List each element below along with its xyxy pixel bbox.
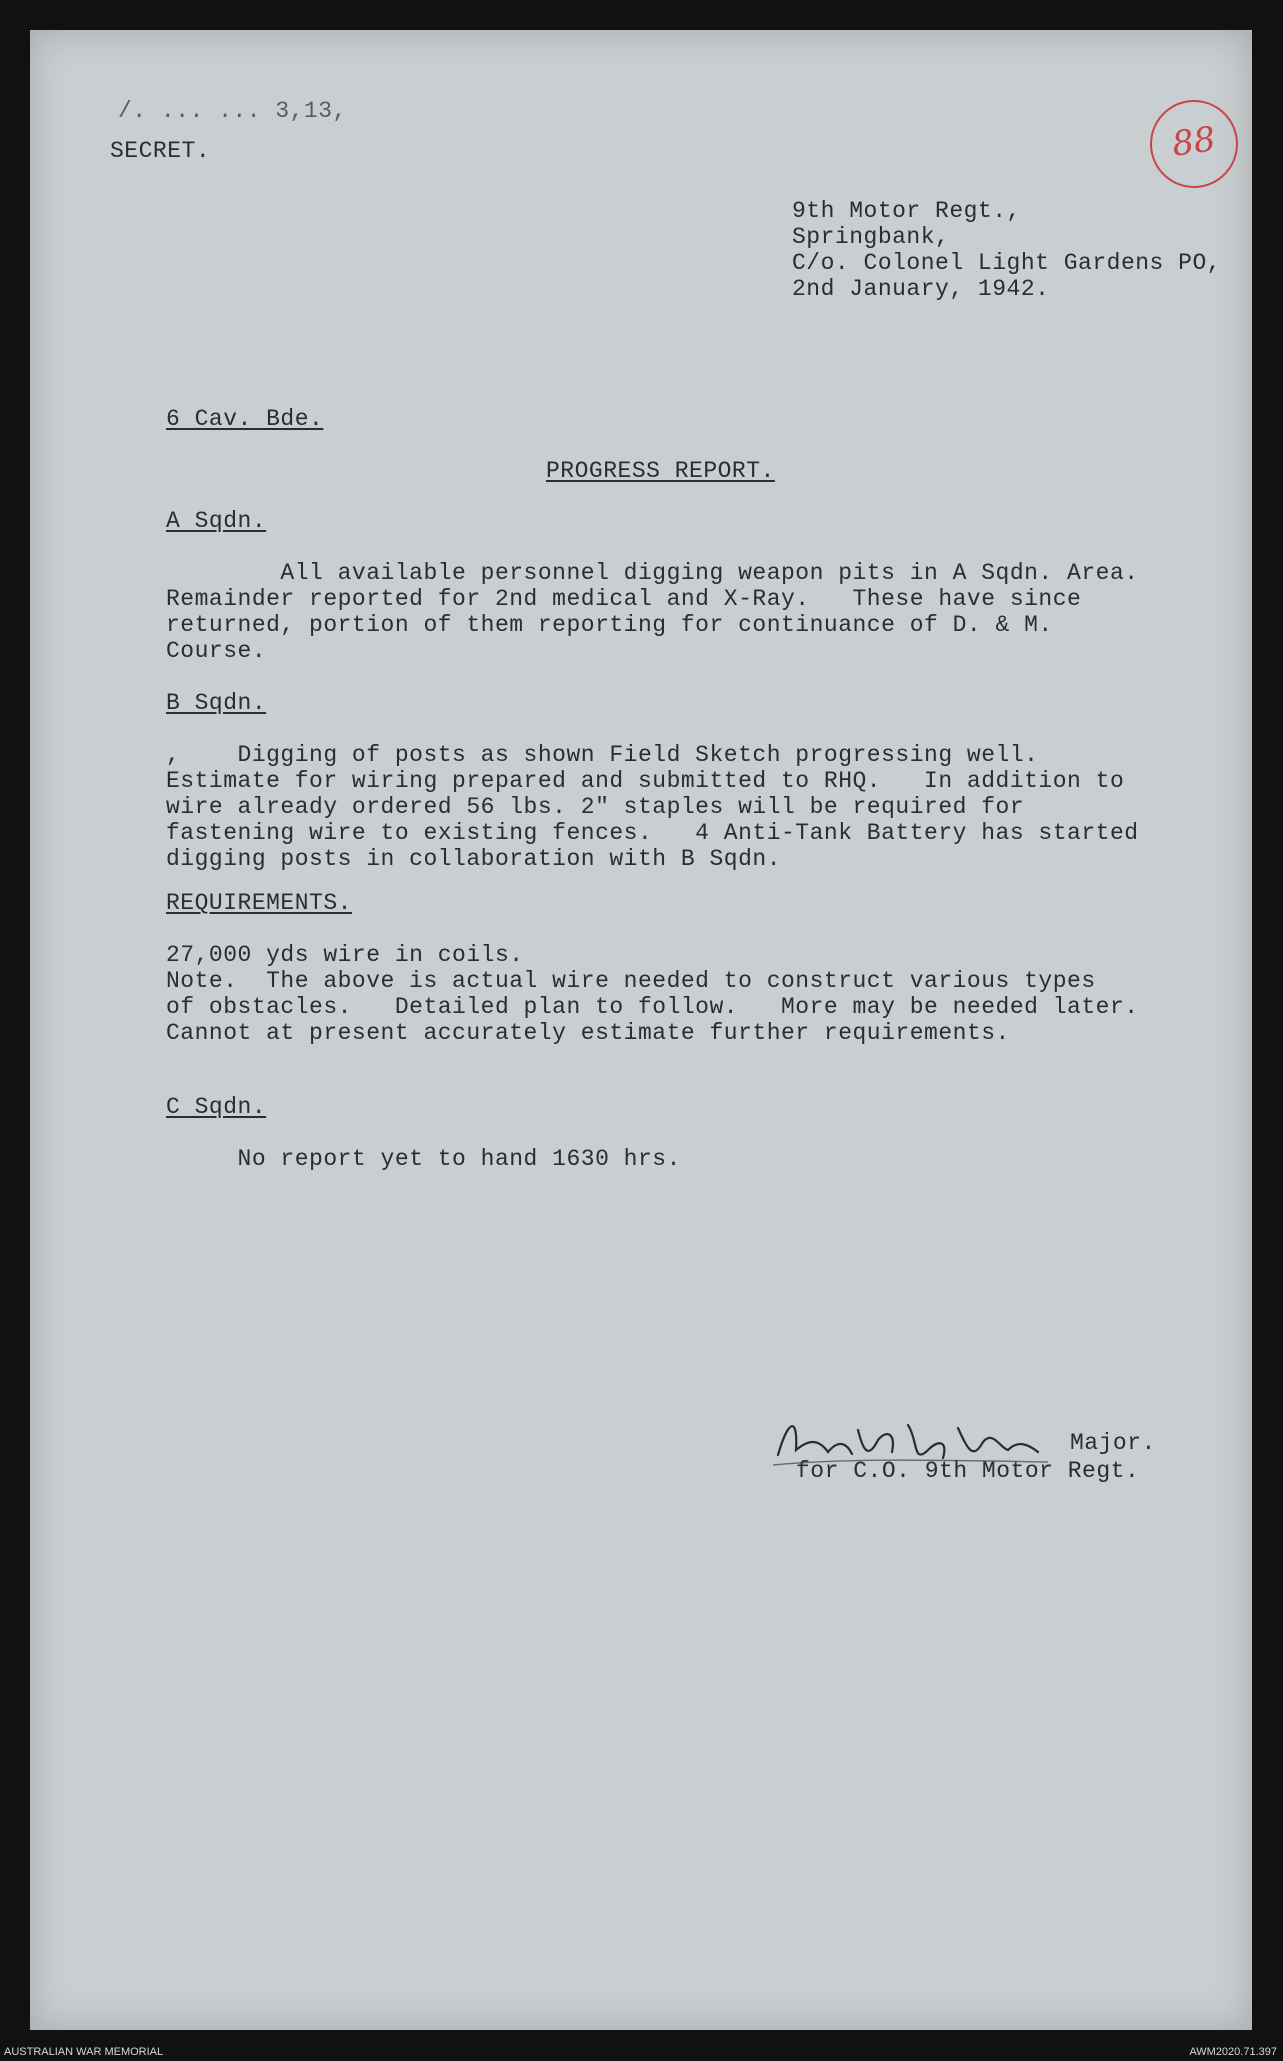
classification: SECRET. [110,138,211,164]
body-line: All available personnel digging weapon pits in A Sqdn. Area. [166,560,1139,586]
signatory-for-line: for C.O. 9th Motor Regt. [796,1458,1140,1484]
sender-location: Springbank, [792,224,950,250]
section-body-b-sqdn [166,742,1226,872]
body-line: Cannot at present accurately estimate further requirements. [166,1020,1010,1046]
footer-left: AUSTRALIAN WAR MEMORIAL [4,2046,164,2058]
section-heading-a-sqdn: A Sqdn. [166,508,267,534]
section-body-a-sqdn [166,560,1226,664]
body-line: Note. The above is actual wire needed to construct various types [166,968,1096,994]
document-page [30,30,1252,2030]
body-line: Course. [166,638,267,664]
addressee: 6 Cav. Bde. [166,406,324,432]
section-heading-c-sqdn: C Sqdn. [166,1094,267,1120]
body-line: of obstacles. Detailed plan to follow. More may be needed later. [166,994,1139,1020]
body-line: fastening wire to existing fences. 4 Anti-Tank Battery has started [166,820,1139,846]
section-heading-b-sqdn: B Sqdn. [166,690,267,716]
section-body-requirements [166,942,1226,1046]
body-line: digging posts in collaboration with B Sqdn. [166,846,781,872]
date: 2nd January, 1942. [792,276,1050,302]
sender-address: C/o. Colonel Light Gardens PO, [792,250,1222,276]
section-heading-requirements: REQUIREMENTS. [166,890,352,916]
section-body-c-sqdn [166,1146,1226,1172]
body-line: 27,000 yds wire in coils. [166,942,524,968]
ref-number-stamp: 88 [1144,94,1243,193]
page-title: PROGRESS REPORT. [546,458,775,484]
body-line: Estimate for wiring prepared and submitted to RHQ. In addition to [166,768,1125,794]
body-line: , Digging of posts as shown Field Sketch progressing well. [166,742,1039,768]
body-line: returned, portion of them reporting for continuance of D. & M. [166,612,1053,638]
signatory-rank: Major. [1070,1430,1156,1456]
body-line: wire already ordered 56 lbs. 2" staples will be required for [166,794,1025,820]
top-fragment: /. ... ... 3,13, [118,98,347,124]
body-line: No report yet to hand 1630 hrs. [166,1146,681,1172]
body-line: Remainder reported for 2nd medical and X-Ray. These have since [166,586,1082,612]
sender-unit: 9th Motor Regt., [792,198,1021,224]
footer-right: AWM2020.71.397 [1189,2046,1277,2058]
